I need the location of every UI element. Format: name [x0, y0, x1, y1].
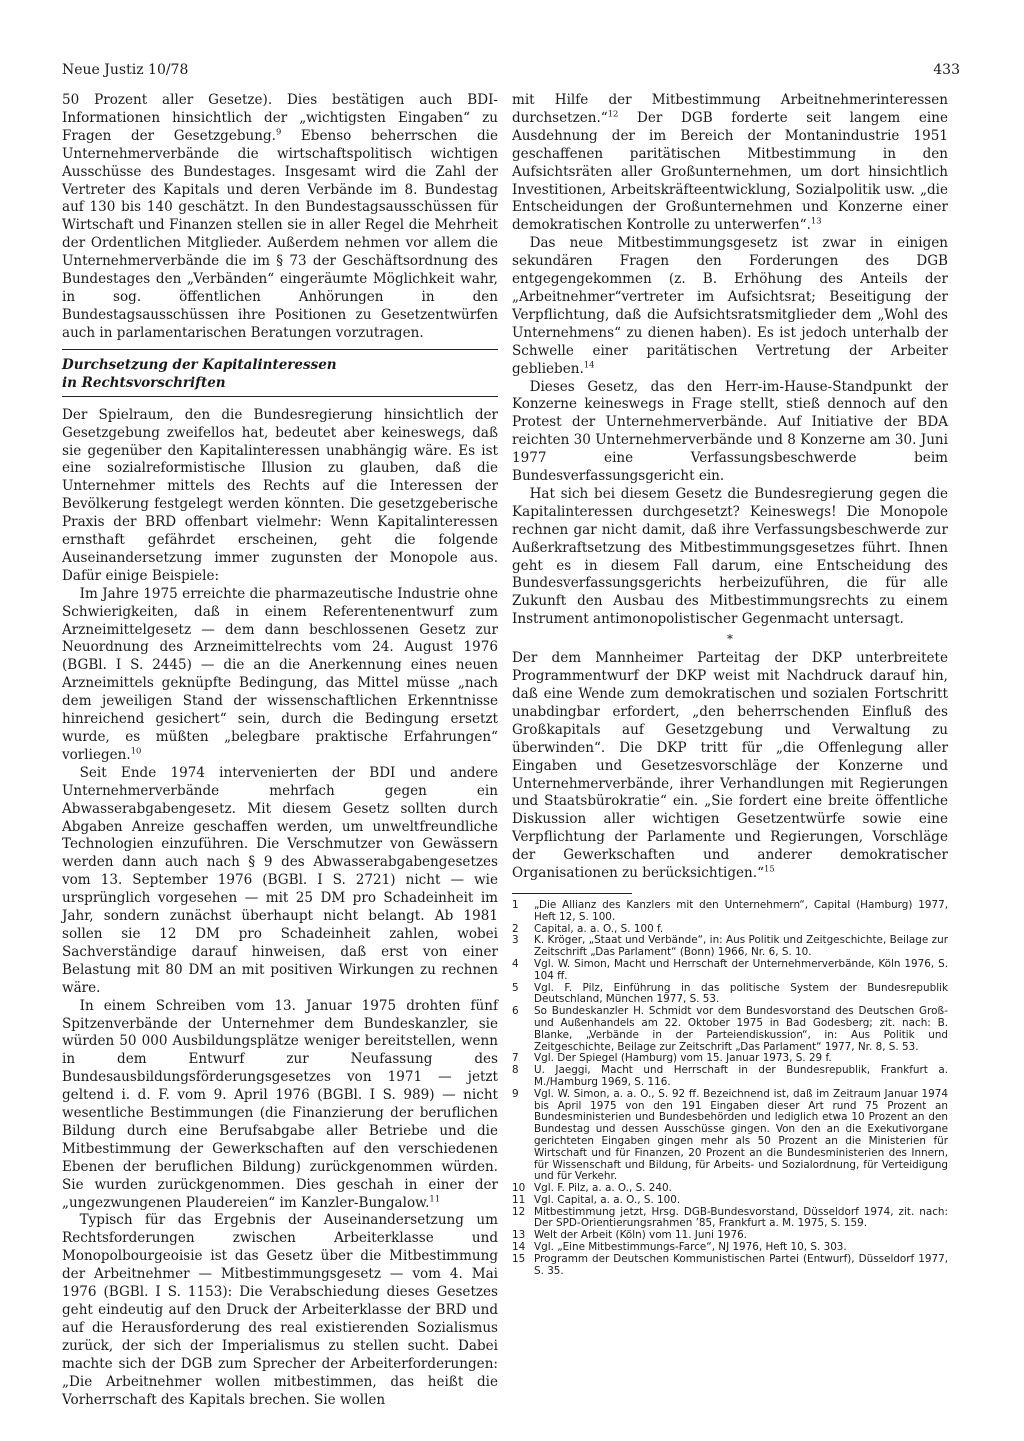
section-rule-bottom: [62, 396, 498, 397]
footnote-text: Mitbestimmung jetzt, Hrsg. DGB-Bundesvorstand, Düsseldorf 1974, zit. nach: Der SPD-Orientierungsrahmen ’85, Frankfurt a. M. 1975, S. 159.: [534, 1205, 948, 1230]
paragraph-text: mit Hilfe der Mitbestimmung Arbeitnehmerinteressen durchsetzen.“: [512, 92, 948, 126]
footnote-text: Vgl. Der Spiegel (Hamburg) vom 15. Januar 1973, S. 29 f.: [534, 1052, 832, 1065]
intro-text: 50 Prozent aller Gesetze). Dies bestätigen auch BDI-Informationen hinsichtlich der „wichtigsten Eingaben“ zu Fragen der Gesetzgebung.: [62, 92, 498, 144]
footnote-text: „Die Allianz des Kanzlers mit den Unternehmern“, Capital (Hamburg) 1977, Heft 12, S. 100.: [534, 898, 948, 923]
footnote-list: [512, 900, 948, 1278]
left-column: [62, 92, 498, 1409]
body-paragraph: Der Spielraum, den die Bundesregierung hinsichtlich der Gesetzgebung zweifellos hat, bedeutet aber keineswegs, daß sie gegenüber den Kapitalinteressen unabhängig wäre. Es ist eine sozialreformistische Illusion zu glauben, daß die Unternehmer mittels des Rechts auf die Interessen der Bevölkerung festgelegt werden könnten. Die gesetzgeberische Praxis der BRD offenbart vielmehr: Wenn Kapitalinteressen ernsthaft gefährdet erscheinen, geht die folgende Auseinandersetzung immer zugunsten der Monopole aus. Dafür einige Beispiele:: [62, 406, 498, 584]
footnote-item: [512, 983, 948, 1007]
footnote-text: Vgl. „Eine Mitbestimmungs-Farce“, NJ 1976, Heft 10, S. 303.: [534, 1241, 847, 1254]
body-paragraph: [62, 586, 498, 765]
paragraph-text-continued: Der DGB forderte seit langem eine Ausdehnung der im Bereich der Montanindustrie 1951 geschaffenen paritätischen Mitbestimmung in den Aufsichtsräten aller Großunternehmen, um dort hinsichtlich Investitionen, Arbeitskräfteentwicklung, Sozialpolitik usw. „die Entscheidungen der Großunternehmen und Konzerne einer demokratischen Kontrolle zu unterwerfen“.: [512, 109, 948, 234]
footnote-number: 12: [512, 1205, 526, 1218]
intro-text-continued: Ebenso beherrschen die Unternehmerverbände die wirtschaftspolitisch wichtigen Ausschüsse des Bundestages. Insgesamt wird die Zahl der Vertreter des Kapitals und deren Verbände im 8. Bundestag auf 130 bis 140 geschätzt. In den Bundestagsausschüssen für Wirtschaft und Finanzen stellen sie in aller Regel die Mehrheit der Ordentlichen Mitglieder. Außerdem nehmen vor allem die Unternehmerverbände die im § 73 der Geschäftsordnung des Bundestages den „Verbänden“ eingeräumte Möglichkeit wahr, in sog. öffentlichen Anhörungen in den Bundestagsausschüssen ihre Positionen zu Gesetzentwürfen auch in parlamentarischen Beratungen vorzutragen.: [62, 127, 498, 341]
page-header: [62, 62, 960, 86]
paragraph-text: Der dem Mannheimer Parteitag der DKP unterbreitete Programmentwurf der DKP weist mit Nachdruck darauf hin, daß eine Wende zum demokratischen und sozialen Fortschritt unabdingbar erfordert, „den beherrschenden Einfluß des Großkapitals auf Gesetzgebung und Verwaltung zu überwinden“. Die DKP tritt für „die Offenlegung aller Eingaben und Gesetzesvorschläge der Konzerne und Unternehmerverbände, ihrer Verhandlungen mit Regierungen und Staatsbürokratie“ ein. „Sie fordert eine breite öffentliche Diskussion aller wichtigen Gesetzentwürfe sowie eine Verpflichtung der Parlamente und Regierungen, Vorschläge der Gewerkschaften und anderer demokratischer Organisationen zu berücksichtigen.“: [512, 650, 948, 882]
footnote-text: Vgl. Capital, a. a. O., S. 100.: [534, 1193, 681, 1206]
footnote-text: Vgl. W. Simon, Macht und Herrschaft der Unternehmerverbände, Köln 1976, S. 104 ff.: [534, 957, 948, 982]
footnote-item: [512, 1065, 948, 1089]
footnote-text: So Bundeskanzler H. Schmidt vor dem Bundesvorstand des Deutschen Groß- und Außenhandels am 22. Oktober 1975 in Bad Godesberg; zit. nach: B. Blanke, „Verbände in der Parteiendiskussion“, in: Aus Politik und Zeitgeschichte, Beilage zur Zeitschrift „Das Parlament“ 1977, Nr. 8, S. 53.: [534, 1005, 948, 1053]
section-heading-line2: in Rechtsvorschriften: [62, 374, 226, 391]
section-separator: *: [727, 632, 733, 647]
body-paragraph: [512, 235, 948, 378]
footnote-number: 4: [512, 957, 519, 970]
footnote-number: 8: [512, 1064, 519, 1077]
footnote-ref[interactable]: 10: [130, 745, 142, 756]
footnote-number: 5: [512, 981, 519, 994]
intro-paragraph: [62, 92, 498, 343]
footnote-text: Vgl. F. Pilz, Einführung in das politische System der Bundesrepublik Deutschland, München 1977, S. 53.: [534, 981, 948, 1006]
paragraph-text: Im Jahre 1975 erreichte die pharmazeutische Industrie ohne Schwierigkeiten, daß in einem Referentenentwurf zum Arzneimittelgesetz — dem dann beschlossenen Gesetz zur Neuordnung des Arzneimittelrechts vom 24. August 1976 (BGBl. I S. 2445) — die an die Anerkennung eines neuen Arzneimittels geknüpfte Bedingung, das Mittel müsse „nach dem jeweiligen Stand der wissenschaftlichen Erkenntnisse hinreichend gesichert“ sein, durch die Bedingung ersetzt wurde, es müßten „belegbare praktische Erfahrungen“ vorliegen.: [62, 585, 498, 763]
footnote-ref[interactable]: 9: [275, 126, 282, 137]
body-paragraph: [512, 650, 948, 883]
footnote-text: Programm der Deutschen Kommunistischen Partei (Entwurf), Düsseldorf 1977, S. 35.: [534, 1252, 948, 1277]
footnote-number: 3: [512, 934, 519, 947]
footnote-text: Capital, a. a. O., S. 100 f.: [534, 922, 664, 935]
footnote-number: 13: [512, 1229, 526, 1242]
body-paragraph: [512, 92, 948, 235]
footnote-item: [512, 1207, 948, 1231]
footnote-text: K. Kröger, „Staat und Verbände“, in: Aus Politik und Zeitgeschichte, Beilage zur Zeitschrift „Das Parlament“ (Bonn) 1966, Nr. 6, S. 10.: [534, 934, 948, 959]
footnote-item: [512, 1006, 948, 1053]
page-number: 433: [933, 62, 960, 78]
section-rule-top: [62, 349, 498, 350]
footnote-text: Vgl. F. Pilz, a. a. O., S. 240.: [534, 1182, 672, 1195]
footnote-number: 6: [512, 1005, 519, 1018]
footnote-number: 14: [512, 1241, 526, 1254]
footnote-number: 1: [512, 898, 519, 911]
footnote-rule: [512, 893, 632, 894]
footnote-number: 9: [512, 1087, 519, 1100]
footnote-ref[interactable]: 14: [583, 359, 595, 370]
section-heading: [62, 356, 498, 392]
body-paragraph: Dieses Gesetz, das den Herr-im-Hause-Standpunkt der Konzerne keineswegs in Frage stellt, stieß dennoch auf den Protest der Unternehmerverbände. Auf Initiative der BDA reichten 30 Unternehmerverbände und 8 Konzerne am 30. Juni 1977 eine Verfassungsbeschwerde beim Bundesverfassungsgericht ein.: [512, 378, 948, 485]
footnote-item: [512, 1195, 948, 1207]
footnote-number: 15: [512, 1252, 526, 1265]
section-heading-line1: Durchsetzung der Kapitalinteressen: [62, 356, 337, 373]
footnote-item: [512, 1089, 948, 1183]
body-paragraph: [62, 998, 498, 1213]
paragraph-text: Das neue Mitbestimmungsgesetz ist zwar in einigen sekundären Fragen den Forderungen des DGB entgegengekommen (z. B. Erhöhung des Anteils der „Arbeitnehmer“vertreter im Aufsichtsrat; Beseitigung der Verpflichtung, daß die Aufsichtsratsmitglieder dem „Wohl des Unternehmens“ zu dienen haben). Es ist jedoch unterhalb der Schwelle einer paritätischen Vertretung der Arbeiter geblieben.: [512, 235, 948, 377]
body-paragraph: Typisch für das Ergebnis der Auseinandersetzung um Rechtsforderungen zwischen Arbeiterklasse und Monopolbourgeoisie ist das Gesetz über die Mitbestimmung der Arbeitnehmer — Mitbestimmungsgesetz — vom 4. Mai 1976 (BGBl. I S. 1153): Die Verabschiedung dieses Gesetzes geht eindeutig auf den Druck der Arbeiterklasse der BRD und auf die Herausforderung des real existierenden Sozialismus zurück, der sich der Imperialismus zu stellen sucht. Dabei machte sich der DGB zum Sprecher der Arbeiterforderungen: „Die Arbeitnehmer wollen mitbestimmen, das heißt die Vorherrschaft des Kapitals brechen. Sie wollen: [62, 1212, 498, 1408]
body-paragraph: Seit Ende 1974 intervenierten der BDI und andere Unternehmerverbände mehrfach gegen ein Abwasserabgabengesetz. Mit diesem Gesetz sollten durch Abgaben Anreize geschaffen werden, um unweltfreundliche Technologien einzuführen. Die Verschmutzer von Gewässern werden dann auch nach § 9 des Abwasserabgabengesetzes vom 13. September 1976 (BGBl. I S. 2721) nicht — wie ursprünglich vorgesehen — mit 25 DM pro Schadeinheit im Jahr, sondern zunächst überhaupt nicht belangt. Ab 1981 sollen sie 12 DM pro Schadeinheit zahlen, wobei Sachverständige darauf hinweisen, daß erst von einer Belastung mit 80 DM an mit positiven Wirkungen zu rechnen wäre.: [62, 764, 498, 996]
footnote-ref[interactable]: 13: [810, 215, 822, 226]
footnote-number: 10: [512, 1182, 526, 1195]
footnote-ref[interactable]: 15: [764, 863, 775, 874]
journal-title: Neue Justiz 10/78: [62, 62, 189, 78]
footnote-item: [512, 900, 948, 924]
footnote-text: Welt der Arbeit (Köln) vom 11. Juni 1976.: [534, 1229, 747, 1242]
body-paragraph: Hat sich bei diesem Gesetz die Bundesregierung gegen die Kapitalinteressen durchgesetzt? Keineswegs! Die Monopole rechnen gar nicht damit, daß ihre Verfassungsbeschwerde zur Außerkraftsetzung des Mitbestimmungsgesetzes führt. Ihnen geht es in diesem Fall darum, eine Entscheidung des Bundesverfassungsgerichts herbeizuführen, die für alle Zukunft den Ausbau des Mitbestimmungsrechts zu einem Instrument antimonopolistischer Gegenmacht untersagt.: [512, 485, 948, 628]
footnote-item: [512, 959, 948, 983]
footnote-item: [512, 935, 948, 959]
footnote-ref[interactable]: 12: [607, 108, 619, 119]
footnote-number: 7: [512, 1052, 519, 1065]
right-column: [512, 92, 948, 1277]
footnote-number: 11: [512, 1193, 526, 1206]
footnote-item: [512, 1254, 948, 1278]
footnote-text: U. Jaeggi, Macht und Herrschaft in der Bundesrepublik, Frankfurt a. M./Hamburg 1969, S. 116.: [534, 1064, 948, 1088]
paragraph-text: In einem Schreiben vom 13. Januar 1975 drohten fünf Spitzenverbände der Unternehmer dem Bundeskanzler, sie würden 50 000 Ausbildungsplätze weniger bereitstellen, wenn in dem Entwurf zur Neufassung des Bundesausbildungsförderungsgesetzes von 1971 — jetzt geltend i. d. F. vom 9. April 1976 (BGBl. I S. 989) — nicht wesentliche Bestimmungen (die Finanzierung der beruflichen Bildung durch eine Berufsabgabe aller Betriebe und die Mitbestimmung der Gewerkschaften auf den verschiedenen Ebenen der beruflichen Bildung) zurückgenommen würden. Sie wurden zurückgenommen. Dies geschah in einer der „ungezwungenen Plaudereien“ im Kanzler-Bungalow.: [62, 997, 498, 1211]
footnote-number: 2: [512, 922, 519, 935]
footnote-text: Vgl. W. Simon, a. a. O., S. 92 ff. Bezeichnend ist, daß im Zeitraum Januar 1974 bis April 1975 von den 191 Eingaben dieser Art rund 75 Prozent an Bundesministerien und Bundesbehörden und lediglich etwa 10 Prozent an den Bundestag und dessen Ausschüsse gingen. Von den an die Exekutivorgane gerichteten Eingaben gingen mehr als 50 Prozent an die Ministerien für Wirtschaft und für Finanzen, 20 Prozent an die Bundesministerien des Innern, für Wissenschaft und Bildung, für Arbeits- und Sozialordnung, für Verteidigung und für Verkehr.: [534, 1087, 948, 1183]
footnote-ref[interactable]: 11: [429, 1193, 441, 1204]
